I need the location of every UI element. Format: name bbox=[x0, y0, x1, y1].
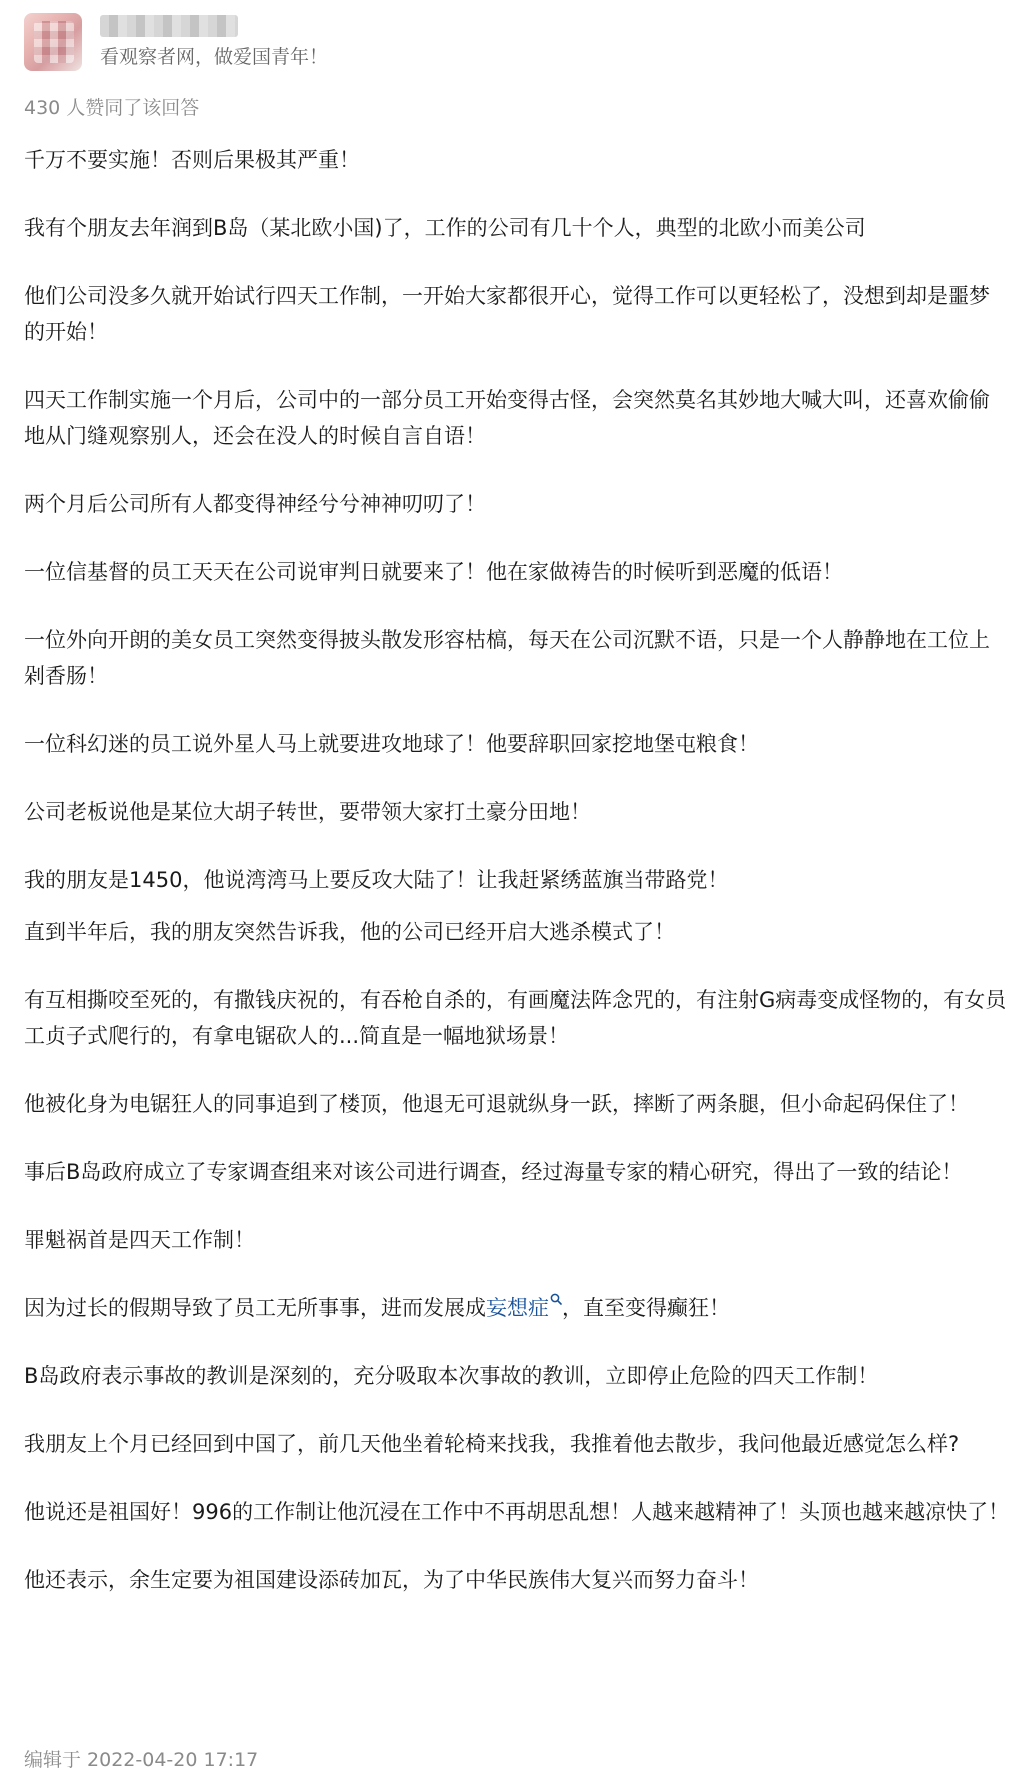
paragraph: 公司老板说他是某位大胡子转世，要带领大家打土豪分田地！ bbox=[24, 800, 591, 824]
paragraph: 一位外向开朗的美女员工突然变得披头散发形容枯槁，每天在公司沉默不语，只是一个人静静地在工位上剁香肠！ bbox=[24, 628, 990, 688]
paragraph: 我有个朋友去年润到B岛（某北欧小国)了，工作的公司有几十个人，典型的北欧小而美公司 bbox=[24, 216, 866, 240]
paragraph: 一位科幻迷的员工说外星人马上就要进攻地球了！他要辞职回家挖地堡屯粮食！ bbox=[24, 732, 759, 756]
author-avatar[interactable] bbox=[24, 13, 82, 71]
paragraph: 他还表示，余生定要为祖国建设添砖加瓦，为了中华民族伟大复兴而努力奋斗！ bbox=[24, 1568, 759, 1592]
paragraph: 罪魁祸首是四天工作制！ bbox=[24, 1228, 255, 1252]
paragraph: 千万不要实施！否则后果极其严重！ bbox=[24, 148, 360, 172]
search-icon[interactable] bbox=[550, 1293, 562, 1305]
cause-text-after: ，直至变得癫狂！ bbox=[562, 1296, 730, 1320]
author-info bbox=[100, 15, 328, 69]
paragraph: 我朋友上个月已经回到中国了，前几天他坐着轮椅来找我，我推着他去散步，我问他最近感觉怎么样? bbox=[24, 1432, 960, 1456]
author-headline: 看观察者网，做爱国青年！ bbox=[100, 46, 329, 68]
answer-content bbox=[24, 142, 1010, 1598]
paragraph: 一位信基督的员工天天在公司说审判日就要来了！他在家做祷告的时候听到恶魔的低语！ bbox=[24, 560, 843, 584]
paragraph: 有互相撕咬至死的，有撒钱庆祝的，有吞枪自杀的，有画魔法阵念咒的，有注射G病毒变成怪物的，有女员工贞子式爬行的，有拿电锯砍人的...简直是一幅地狱场景！ bbox=[24, 988, 1007, 1048]
paragraph: 两个月后公司所有人都变得神经兮兮神神叨叨了！ bbox=[24, 492, 486, 516]
author-header bbox=[24, 12, 328, 72]
paragraph: 四天工作制实施一个月后，公司中的一部分员工开始变得古怪，会突然莫名其妙地大喊大叫，还喜欢偷偷地从门缝观察别人，还会在没人的时候自言自语！ bbox=[24, 388, 990, 448]
cause-text-before: 因为过长的假期导致了员工无所事事，进而发展成 bbox=[24, 1296, 486, 1320]
paragraph-cause bbox=[24, 1290, 1010, 1326]
paragraph: 他被化身为电锯狂人的同事追到了楼顶，他退无可退就纵身一跃，摔断了两条腿，但小命起码保住了！ bbox=[24, 1092, 969, 1116]
author-name-redacted[interactable] bbox=[100, 15, 238, 37]
paragraph: 我的朋友是1450，他说湾湾马上要反攻大陆了！让我赶紧绣蓝旗当带路党！ bbox=[24, 868, 729, 892]
vote-count: 430 人赞同了该回答 bbox=[24, 97, 200, 119]
paragraph: 直到半年后，我的朋友突然告诉我，他的公司已经开启大逃杀模式了！ bbox=[24, 920, 675, 944]
paragraph: 他们公司没多久就开始试行四天工作制，一开始大家都很开心，觉得工作可以更轻松了，没想到却是噩梦的开始！ bbox=[24, 284, 990, 344]
paragraph: 他说还是祖国好！996的工作制让他沉浸在工作中不再胡思乱想！人越来越精神了！头顶也越来越凉快了！ bbox=[24, 1500, 1010, 1524]
paranoia-search-link[interactable]: 妄想症 bbox=[486, 1296, 549, 1320]
paragraph: 事后B岛政府成立了专家调查组来对该公司进行调查，经过海量专家的精心研究，得出了一致的结论！ bbox=[24, 1160, 963, 1184]
edited-timestamp[interactable]: 编辑于 2022-04-20 17:17 bbox=[24, 1749, 259, 1771]
paragraph: B岛政府表示事故的教训是深刻的，充分吸取本次事故的教训，立即停止危险的四天工作制！ bbox=[24, 1364, 879, 1388]
